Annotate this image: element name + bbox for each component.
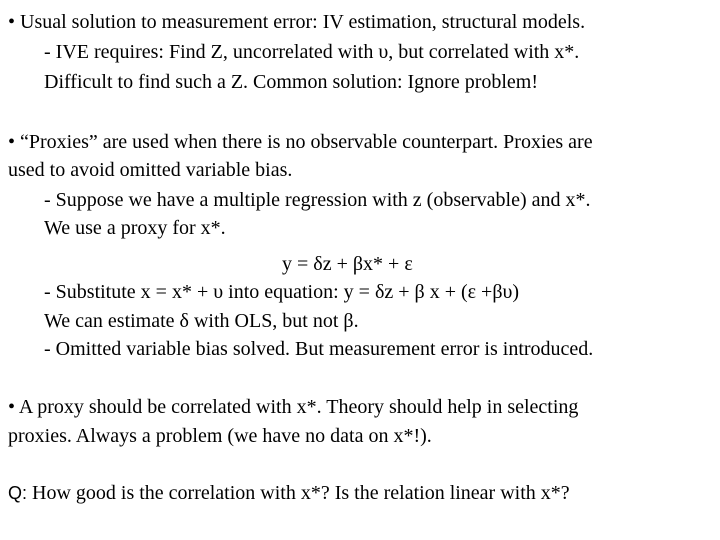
sub-use-proxy: We use a proxy for x*. xyxy=(44,217,226,239)
question-line xyxy=(8,481,570,505)
sub-substitute: - Substitute x = x* + υ into equation: y = δz + β x + (ε +βυ) xyxy=(44,281,520,303)
question-text: How good is the correlation with x*? Is the relation linear with x*? xyxy=(27,482,570,504)
sub-ignore-problem: Difficult to find such a Z. Common solution: Ignore problem! xyxy=(44,71,539,93)
bullet-iv-estimation: • Usual solution to measurement error: IV estimation, structural models. xyxy=(8,11,586,33)
bullet-proxy-correlation-line1: • A proxy should be correlated with x*. Theory should help in selecting xyxy=(8,396,579,418)
bullet-proxies-line2: used to avoid omitted variable bias. xyxy=(8,159,293,181)
sub-omitted-bias: - Omitted variable bias solved. But measurement error is introduced. xyxy=(44,338,594,360)
sub-estimate-ols: We can estimate δ with OLS, but not β. xyxy=(44,310,359,332)
question-label: Q: xyxy=(8,483,28,503)
bullet-proxy-correlation-line2: proxies. Always a problem (we have no data on x*!). xyxy=(8,425,432,447)
equation-model: y = δz + βx* + ε xyxy=(282,253,413,275)
sub-ive-requires: - IVE requires: Find Z, uncorrelated with υ, but correlated with x*. xyxy=(44,41,580,63)
bullet-proxies-line1: • “Proxies” are used when there is no observable counterpart. Proxies are xyxy=(8,131,593,153)
sub-multiple-regression: - Suppose we have a multiple regression with z (observable) and x*. xyxy=(44,189,591,211)
